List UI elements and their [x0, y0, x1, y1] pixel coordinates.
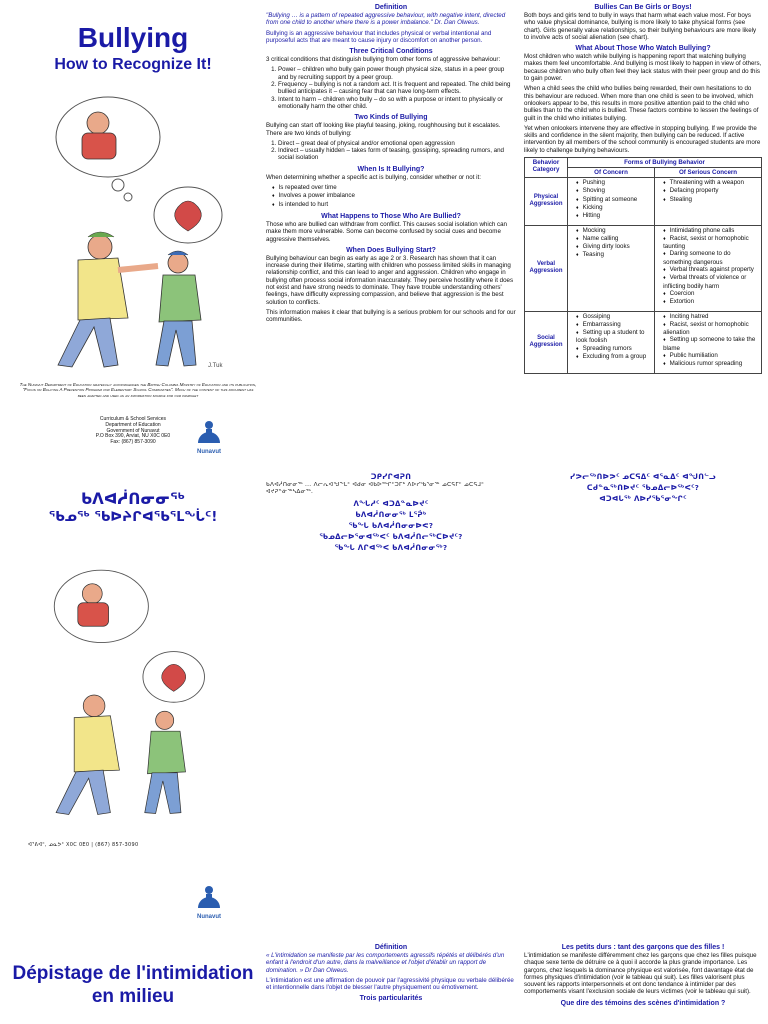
table-header-serious: Of Serious Concern [655, 168, 762, 178]
french-panel [0, 940, 768, 1024]
list-item: 3. Intent to harm – children who bully – do so with a purpose or intent to physically or emotionally harm the other child. [278, 96, 516, 111]
inuktitut-title-line2: ᖃᓄᖅ ᖃᐅᔨᒋᐊᖃᕐᒪᖔᑦ! [48, 510, 218, 525]
table-header-concern: Of Concern [568, 168, 655, 178]
two-kinds-heading: Two Kinds of Bullying [354, 114, 428, 122]
illustration-signature: J.Tuk [208, 363, 223, 369]
french-definition-text: L'intimidation est une affirmation de pouvoir par l'agressivité physique ou verbale délibérée et intentionnelle dans l'objet de blesser l'autre physiquement ou émotivement. [266, 976, 514, 992]
inuktitut-cover-column [8, 470, 258, 920]
definition-heading: Definition [374, 4, 408, 11]
english-middle-column [266, 0, 516, 327]
french-three-heading: Trois particularités [359, 995, 423, 1003]
list-item: ♦ Is intended to hurt [272, 201, 516, 209]
bullying-illustration [38, 565, 228, 825]
three-conditions-heading: Three Critical Conditions [349, 48, 433, 56]
table-row: Social Aggression ♦ Gossiping ♦ Embarrassing ♦ Setting up a student to look foolish ♦ Spreading rumors ♦ Excluding from a group ♦ Inciting hatred ♦ Racist, sexist or homophobic alienation ♦ Setting up someone to take the blame ♦ Public humiliation ♦ Malicious rumor spreading [525, 311, 762, 373]
inuktitut-address: ᐊᕐᕕᐊᑦ, ᓄᓇᕗᑦ X0C 0E0 | (867) 857-3090 [28, 842, 139, 848]
cover-subtitle: How to Recognize It! [54, 56, 212, 73]
french-middle-column [266, 940, 516, 1003]
cover-title: Bullying [77, 22, 189, 53]
list-item: 2. Indirect – usually hidden – takes form of teasing, gossiping, spreading rumors, and social isolation [278, 147, 516, 162]
nunavut-logo [194, 413, 224, 457]
inuktitut-middle-column: ᑐᑭᓯᒋᐊᕈᑎ ᑲᐱᐊᓲᑎᓂᓂᖅ ... ᐱᓕᕆᐊᖑᖕᒪᑦ ᐊᑯᓂ ᐊᑲᐅᙱᑦᑐᒥᒃ ᐱᐅᓯᖃᕐᓂᖅ ᓄᑕᕋᒥᑦ ᓄᑕᕋᒧᑦ ᐊᔪᕈᓐᓃᖅᓴᐃᓂᖅ. ᐱᖓᓱᑦ ᐊᑐᐃᓐᓇᐅᔪᑦ ᑲᐱᐊᓲᑎᓂᓂᖅ ᒪᕐᕉᒃ ᖃᖓ ᑲᐱᐊᓲᑎᓂᓂᐅᕙ? ᖃᓄᐃᓕᐅᕐᓂᐊᖅᐸᑦ ᑲᐱᐊᓲᑎᓕᖅᑕᐅᔪᑦ? ᖃᖓ ᐱᒋᐊᖅᐸ ᑲᐱᐊᓲᑎᓂᓂᖅ? [266, 473, 485, 553]
french-right-column [524, 940, 762, 1008]
table-header-forms: Forms of Bullying Behavior [568, 158, 762, 168]
definition-quote: "Bullying … is a pattern of repeated aggressive behaviour, with negative intent, directed from one child to another where there is a power imbalance." Dr. Dan Olweus. [266, 12, 506, 27]
french-title: Dépistage de l'intimidation en milieu [12, 963, 254, 1007]
french-girls-boys-text: L'intimidation se manifeste différemment chez les garçons que chez les filles puisque chaque sexe tente de détruire ce à quoi il accorde la plus grande importance. Les garçons, chez lesquels la dominance physique est valorisée, font davantage état de formes physiques d'intimidation (voir le tableau qui suit). Les filles valorisent plus souvent les rapports interpersonnels et ont donc tendance à intimider par des comportements visant l'exclusion sociale de leurs victimes (voir le tableau qui suit). [524, 952, 757, 996]
definition-text: Bullying is an aggressive behaviour that includes physical or verbal intentional and purposeful acts that are meant to cause injury or discomfort on another person. [266, 29, 492, 44]
closing-text: This information makes it clear that bullying is a serious problem for our schools and for our communities. [266, 308, 516, 324]
watch-heading: What About Those Who Watch Bullying? [575, 45, 711, 53]
french-watch-heading: Que dire des témoins des scènes d'intimidation ? [560, 999, 726, 1007]
two-kinds-list [266, 140, 516, 162]
start-heading: When Does Bullying Start? [346, 246, 436, 254]
happens-text: Those who are bullied can withdraw from conflict. This causes social isolation which can make them more vulnerable. Some can become confused by social cues and become aggressive themselves. [266, 220, 507, 243]
two-kinds-intro: Bullying can start off looking like playful teasing, joking, roughhousing but it escalates. There are two kinds of bullying: [266, 122, 501, 137]
english-right-column [524, 0, 762, 374]
inuktitut-panel [0, 470, 768, 940]
bullying-illustration [38, 95, 248, 375]
inuktitut-title-line1: ᑲᐱᐊᓲᑎᓂᓂᖅ [81, 490, 185, 508]
when-heading: When Is It Bullying? [357, 165, 425, 173]
list-item: 2. Frequency – bullying is not a random act. It is frequent and repeated. The child being bullied anticipates it – causing fear that can have long-term effects. [278, 81, 516, 96]
english-panel [0, 0, 768, 458]
inuktitut-right-column: ᓯᕗᓕᖅᑎᐅᕗᑦ ᓄᑕᕋᐃᑦ ᐊᕐᓇᐃᑦ ᐊᖑᑎᓪᓗ ᑕᑯᓐᓇᖅᑎᐅᔪᑦ ᖃᓄᐃᓕᐅᖅᐸᑦ? ᐊᑐᐊᒐᖅ ᐱᐅᓯᖃᕐᓂᖏᑦ [570, 473, 716, 504]
nunavut-logo [194, 878, 224, 922]
svg-text:Nunavut: Nunavut [197, 449, 221, 455]
table-row: Physical Aggression ♦ Pushing ♦ Shoving ♦ Spitting at someone ♦ Kicking ♦ Hitting ♦ Threatening with a weapon ♦ Defacing property ♦ Stealing [525, 178, 762, 225]
when-list [266, 184, 516, 209]
french-definition-quote: « L'intimidation se manifeste par les comportements agressifs répétés et délibérés d'un enfant à l'endroit d'un autre, dans la malveillance et l'objet d'établir un rapport de domination. » Dr Dan Olweus. [266, 952, 505, 974]
french-girls-boys-heading: Les petits durs : tant des garçons que des filles ! [561, 944, 725, 951]
three-conditions-intro: 3 critical conditions that distinguish bullying from other forms of aggressive behaviour: [266, 56, 501, 64]
list-item: ♦ Is repeated over time [272, 184, 516, 192]
english-cover-column [8, 0, 258, 455]
girls-boys-text: Both boys and girls tend to bully in ways that harm what each value most. For boys who value physical dominance, bullying is more likely to take physical forms (see chart). Girls generally value relationships, so their bullying behaviours are more likely to involve acts of social alienation (see chart). [524, 12, 757, 41]
french-cover-column [8, 940, 258, 1008]
acknowledgement: The Nunavut Department of Education gratefully acknowledges the British Columbia Ministry of Education and its publication, "Focus on Bullying A Prevention Program for Elementary School Communities". Much of the content of this document has been adapted and used as an information source for our pamphlet [19, 382, 257, 398]
address-block: Curriculum & School Services Department of Education Government of Nunavut P.O Box 390, Arviat, NU X0C 0E0 Fax: (867) 857-3090 [95, 416, 171, 446]
when-intro: When determining whether a specific act is bullying, consider whether or not it: [266, 173, 481, 181]
table-header-category: Behavior Category [525, 158, 568, 178]
watch-text-1: Most children who watch while bullying is happening report that watching bullying makes them feel uncomfortable. And bullying is most likely to happen in view of others, because children who bully often feel they lack status with their peer group and do this to gain power. [524, 53, 762, 83]
french-definition-heading: Définition [374, 944, 408, 951]
three-conditions-list [266, 66, 516, 110]
svg-text:Nunavut: Nunavut [197, 914, 221, 920]
table-row: Verbal Aggression ♦ Mocking ♦ Name calling ♦ Giving dirty looks ♦ Teasing ♦ Intimidating phone calls ♦ Racist, sexist or homophobic taunting ♦ Daring someone to do something dangerous ♦ Verbal threats against property ♦ Verbal threats of violence or inflicting bodily harm ♦ Coercion ♦ Extortion [525, 225, 762, 311]
list-item: 1. Direct – great deal of physical and/or emotional open aggression [278, 140, 516, 147]
bullying-behavior-table [524, 157, 762, 374]
list-item: ♦ Involves a power imbalance [272, 192, 516, 200]
watch-text-2: When a child sees the child who bullies being rewarded, their own hesitations to do this behaviour are reduced. When more than one child is seen to be involved, which onlookers appear to be, this results in more positive attention paid to the child who bullies than to the child who is bullied. These factors combine to lessen the feelings of guilt in the child who initiates bullying. [524, 85, 759, 122]
start-text: Bullying behaviour can begin as early as age 2 or 3. Research has shown that it can increase during their lifetime, starting with children who possess limited skills in managing relationship conflict, and this can lead to anger and aggression. Children who engage in bullying often process social information inaccurately. They perceive hostility where it does not exist and have strong needs to dominate. They have trouble understanding others' feelings, have difficulty expressing compassion, and believe that aggression is the best solution to conflicts. [266, 254, 514, 306]
girls-boys-heading: Bullies Can Be Girls or Boys! [594, 4, 692, 11]
watch-text-3: Yet when onlookers intervene they are effective in stopping bullying. If we provide the skills and confidence in the silent majority, then bullying can be reduced. If active intervention by all members of the school community is encouraged students are more likely to challenge bullying behaviours. [524, 124, 761, 154]
list-item: 1. Power – children who bully gain power though physical size, status in a peer group and by recruiting support by a peer group. [278, 66, 516, 81]
happens-heading: What Happens to Those Who Are Bullied? [321, 212, 461, 220]
